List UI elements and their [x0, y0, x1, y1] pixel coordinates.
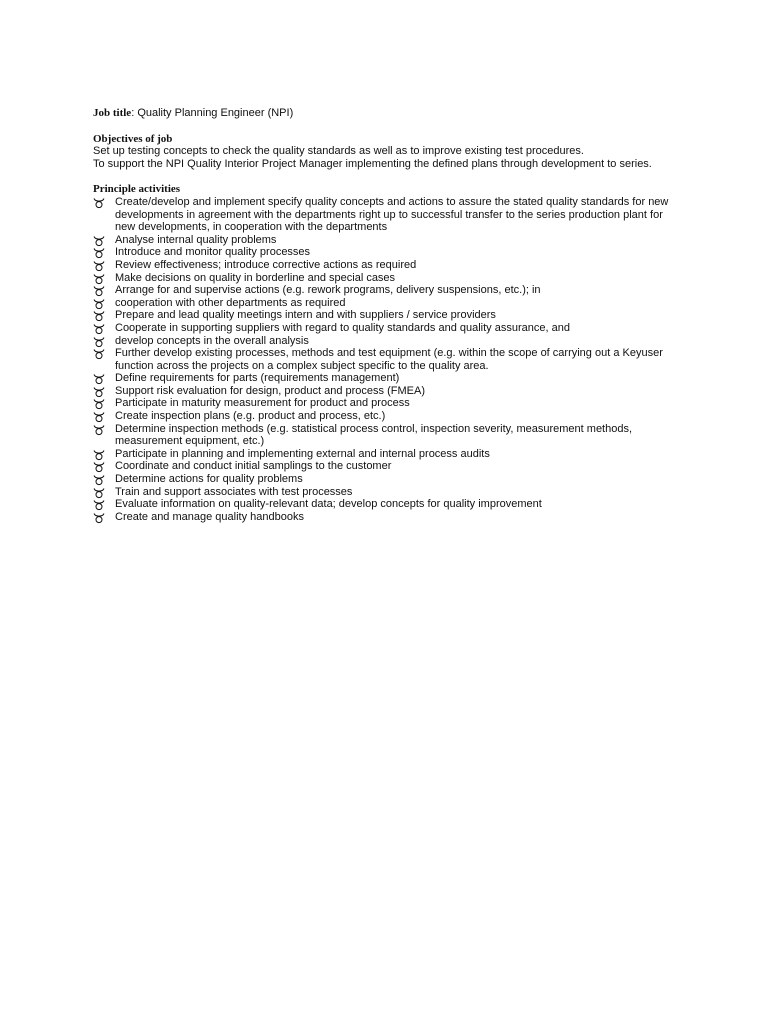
objective-line: To support the NPI Quality Interior Project Manager implementing the defined plans through development to series. — [93, 157, 652, 170]
activity-text: Make decisions on quality in borderline and special cases — [115, 271, 396, 284]
activity-text: Determine actions for quality problems — [115, 473, 303, 486]
activity-item — [93, 486, 683, 499]
activity-text: Participate in planning and implementing external and internal process audits — [115, 447, 490, 460]
activity-text: develop concepts in the overall analysis — [115, 334, 309, 347]
activity-item — [93, 234, 683, 247]
activity-text: Evaluate information on quality-relevant data; develop concepts for quality improvement — [115, 498, 542, 511]
activity-text: Further develop existing processes, methods and test equipment (e.g. within the scope of carrying out a Keyuser function across the projects on a complex subject specific to the quality area. — [115, 347, 663, 372]
activity-text: Arrange for and supervise actions (e.g. rework programs, delivery suspensions, etc.); in — [115, 284, 541, 297]
taurus-bullet-icon — [93, 499, 105, 511]
activity-text: Prepare and lead quality meetings intern and with suppliers / service providers — [115, 309, 496, 322]
job-title-value: Quality Planning Engineer (NPI) — [134, 107, 294, 119]
taurus-bullet-icon — [93, 298, 105, 310]
taurus-bullet-icon — [93, 285, 105, 297]
activities-heading: Principle activities — [93, 183, 181, 196]
taurus-bullet-icon — [93, 348, 105, 360]
activity-text: Analyse internal quality problems — [115, 233, 277, 246]
activity-item — [93, 460, 683, 473]
taurus-bullet-icon — [93, 398, 105, 410]
activity-text: Create and manage quality handbooks — [115, 510, 304, 523]
taurus-bullet-icon — [93, 474, 105, 486]
activities-section — [93, 183, 683, 523]
taurus-bullet-icon — [93, 461, 105, 473]
activity-item — [93, 423, 683, 448]
activity-item — [93, 246, 683, 259]
taurus-bullet-icon — [93, 512, 105, 524]
taurus-bullet-icon — [93, 260, 105, 272]
taurus-bullet-icon — [93, 373, 105, 385]
activity-item — [93, 335, 683, 348]
activity-item — [93, 372, 683, 385]
activity-text: Determine inspection methods (e.g. statistical process control, inspection severity, measurement methods, measurement equipment, etc.) — [115, 422, 633, 448]
activity-text: Coordinate and conduct initial samplings to the customer — [115, 460, 392, 473]
activity-text: Create/develop and implement specify quality concepts and actions to assure the stated quality standards for new developments in agreement with the departments right up to successful transfer to the series production plant for new developments, in cooperation with the departments — [115, 195, 669, 234]
activity-item — [93, 397, 683, 410]
taurus-bullet-icon — [93, 247, 105, 259]
activity-item — [93, 473, 683, 486]
objectives-section — [93, 133, 683, 171]
activity-text: Participate in maturity measurement for product and process — [115, 397, 410, 410]
activity-item — [93, 511, 683, 524]
activity-item — [93, 385, 683, 398]
taurus-bullet-icon — [93, 449, 105, 461]
taurus-bullet-icon — [93, 336, 105, 348]
taurus-bullet-icon — [93, 235, 105, 247]
activities-list — [93, 196, 683, 523]
activity-item — [93, 448, 683, 461]
activity-text: Cooperate in supporting suppliers with regard to quality standards and quality assurance, and — [115, 321, 570, 334]
taurus-bullet-icon — [93, 310, 105, 322]
activity-item — [93, 272, 683, 285]
job-title-separator: : — [131, 107, 135, 119]
taurus-bullet-icon — [93, 424, 105, 436]
activity-item — [93, 284, 683, 297]
activity-text: Review effectiveness; introduce corrective actions as required — [115, 258, 417, 271]
activity-text: Introduce and monitor quality processes — [115, 246, 311, 259]
objectives-heading: Objectives of job — [93, 132, 173, 145]
activity-item — [93, 322, 683, 335]
activity-item — [93, 498, 683, 511]
activity-text: Create inspection plans (e.g. product and process, etc.) — [115, 410, 386, 423]
activity-item — [93, 259, 683, 272]
activity-item — [93, 347, 683, 372]
activity-text: Train and support associates with test processes — [115, 485, 353, 498]
activity-text: Support risk evaluation for design, product and process (FMEA) — [115, 384, 425, 397]
activity-item — [93, 410, 683, 423]
taurus-bullet-icon — [93, 487, 105, 499]
objective-line: Set up testing concepts to check the quality standards as well as to improve existing test procedures. — [93, 145, 584, 158]
taurus-bullet-icon — [93, 323, 105, 335]
job-title-label: Job title — [93, 107, 132, 119]
activity-item — [93, 196, 683, 234]
taurus-bullet-icon — [93, 273, 105, 285]
taurus-bullet-icon — [93, 386, 105, 398]
activity-item — [93, 309, 683, 322]
job-title-line — [93, 107, 683, 120]
job-description — [93, 107, 683, 523]
taurus-bullet-icon — [93, 197, 105, 209]
taurus-bullet-icon — [93, 411, 105, 423]
activity-text: cooperation with other departments as required — [115, 296, 346, 309]
activity-item — [93, 297, 683, 310]
activity-text: Define requirements for parts (requirements management) — [115, 372, 400, 385]
